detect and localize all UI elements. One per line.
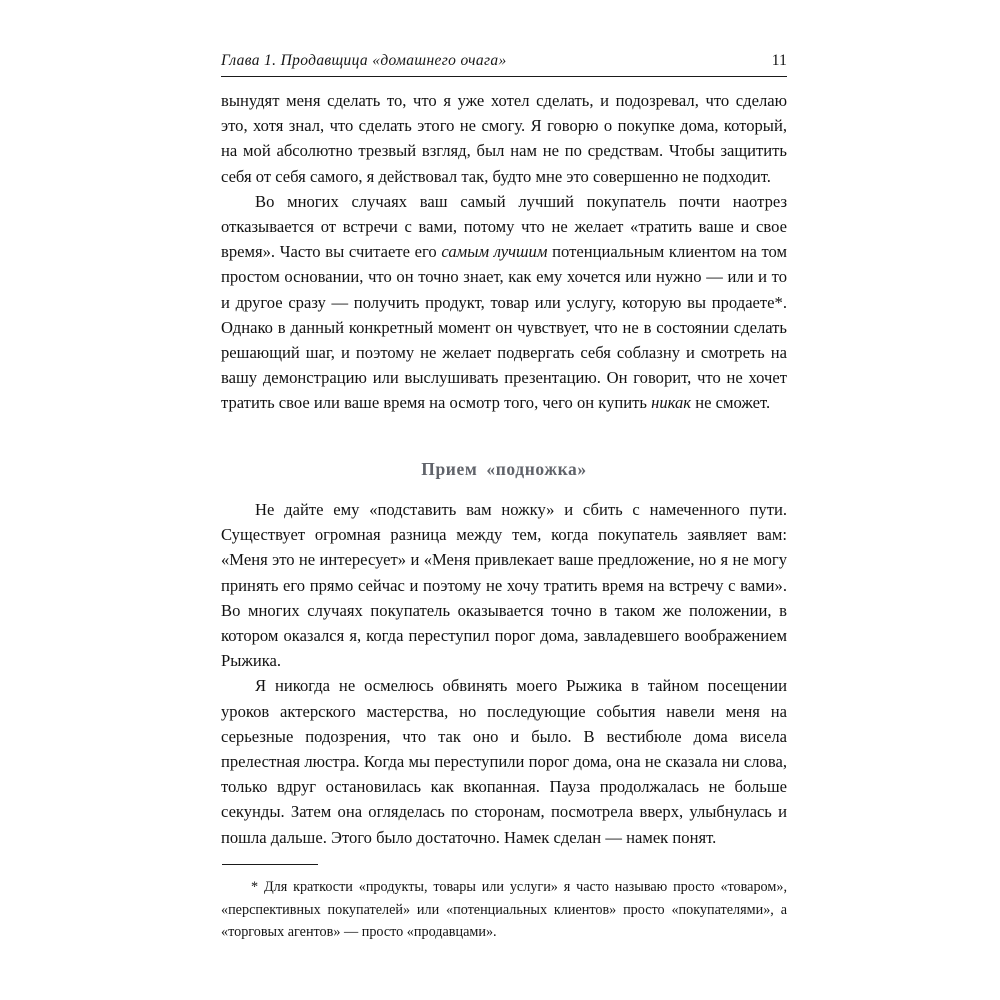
running-head-title: Глава 1. Продавщица «домашнего очага» [221, 52, 507, 69]
emphasis-text: никак [651, 393, 692, 413]
page-number: 11 [771, 52, 787, 69]
running-head-rule [221, 76, 787, 77]
footnote-block [221, 876, 787, 944]
body-text-block-2 [221, 497, 787, 850]
section-heading [221, 459, 787, 480]
emphasis-text: самым лучшим [441, 242, 548, 262]
section-heading-word-1: Прием [421, 459, 478, 479]
paragraph-text-segment: потенциальным клиентом на том простом основании, что он точно знает, как ему хочется или нужно — или и то и другое сразу — получить продукт, товар или услугу, которую вы продаете*. Однако в данный конкретный момент он чувствует, что не в состоянии сделать решающий шаг, и поэтому не желает подвергать себя соблазну и смотреть на вашу демонстрацию или выслушивать презентацию. Он говорит, что не хочет тратить свое или ваше время на осмотр того, чего он купить [221, 242, 788, 413]
paragraph-continuation: вынудят меня сделать то, что я уже хотел сделать, и подозревал, что сделаю это, хотя знал, что сделать этого не смогу. Я говорю о покупке дома, который, на мой абсолютно трезвый взгляд, был нам не по средствам. Чтобы защитить себя от себя самого, я действовал так, будто мне это совершенно не подходит. [221, 91, 787, 186]
paragraph: Не дайте ему «подставить вам ножку» и сбить с намеченного пути. Существует огромная разница между тем, когда покупатель заявляет вам: «Меня это не интересует» и «Меня привлекает ваше предложение, но я не могу принять его прямо сейчас и поэтому не хочу тратить время на встречу с вами». Во многих случаях покупатель оказывается точно в таком же положении, в котором оказался я, когда переступил порог дома, завладевшего воображением Рыжика. [221, 500, 787, 671]
running-head [221, 52, 787, 70]
paragraph-text-segment: не сможет. [691, 393, 771, 413]
paragraph-text-segment: Во многих случаях ваш самый лучший покупатель почти наотрез отказывается от встречи с вами, потому что не желает «тратить ваше и свое время». Часто вы считаете его [221, 191, 787, 262]
body-text-block-1 [221, 88, 787, 416]
section-heading-word-2: «подножка» [486, 459, 587, 479]
footnote-separator-rule [222, 864, 318, 865]
paragraph [221, 189, 787, 416]
footnote-text: * Для краткости «продукты, товары или услуги» я часто называю просто «товаром», «перспективных покупателей» или «потенциальных клиентов» просто «покупателями», а «торговых агентов» — просто «продавцами». [221, 879, 787, 941]
paragraph: Я никогда не осмелюсь обвинять моего Рыжика в тайном посещении уроков актерского мастерства, но последующие события навели меня на серьезные подозрения, что так оно и было. В вестибюле дома висела прелестная люстра. Когда мы переступили порог дома, она не сказала ни слова, только вдруг остановилась как вкопанная. Пауза продолжалась не больше секунды. Затем она огляделась по сторонам, посмотрела вверх, улыбнулась и пошла дальше. Этого было достаточно. Намек сделан — намек понят. [221, 676, 787, 847]
